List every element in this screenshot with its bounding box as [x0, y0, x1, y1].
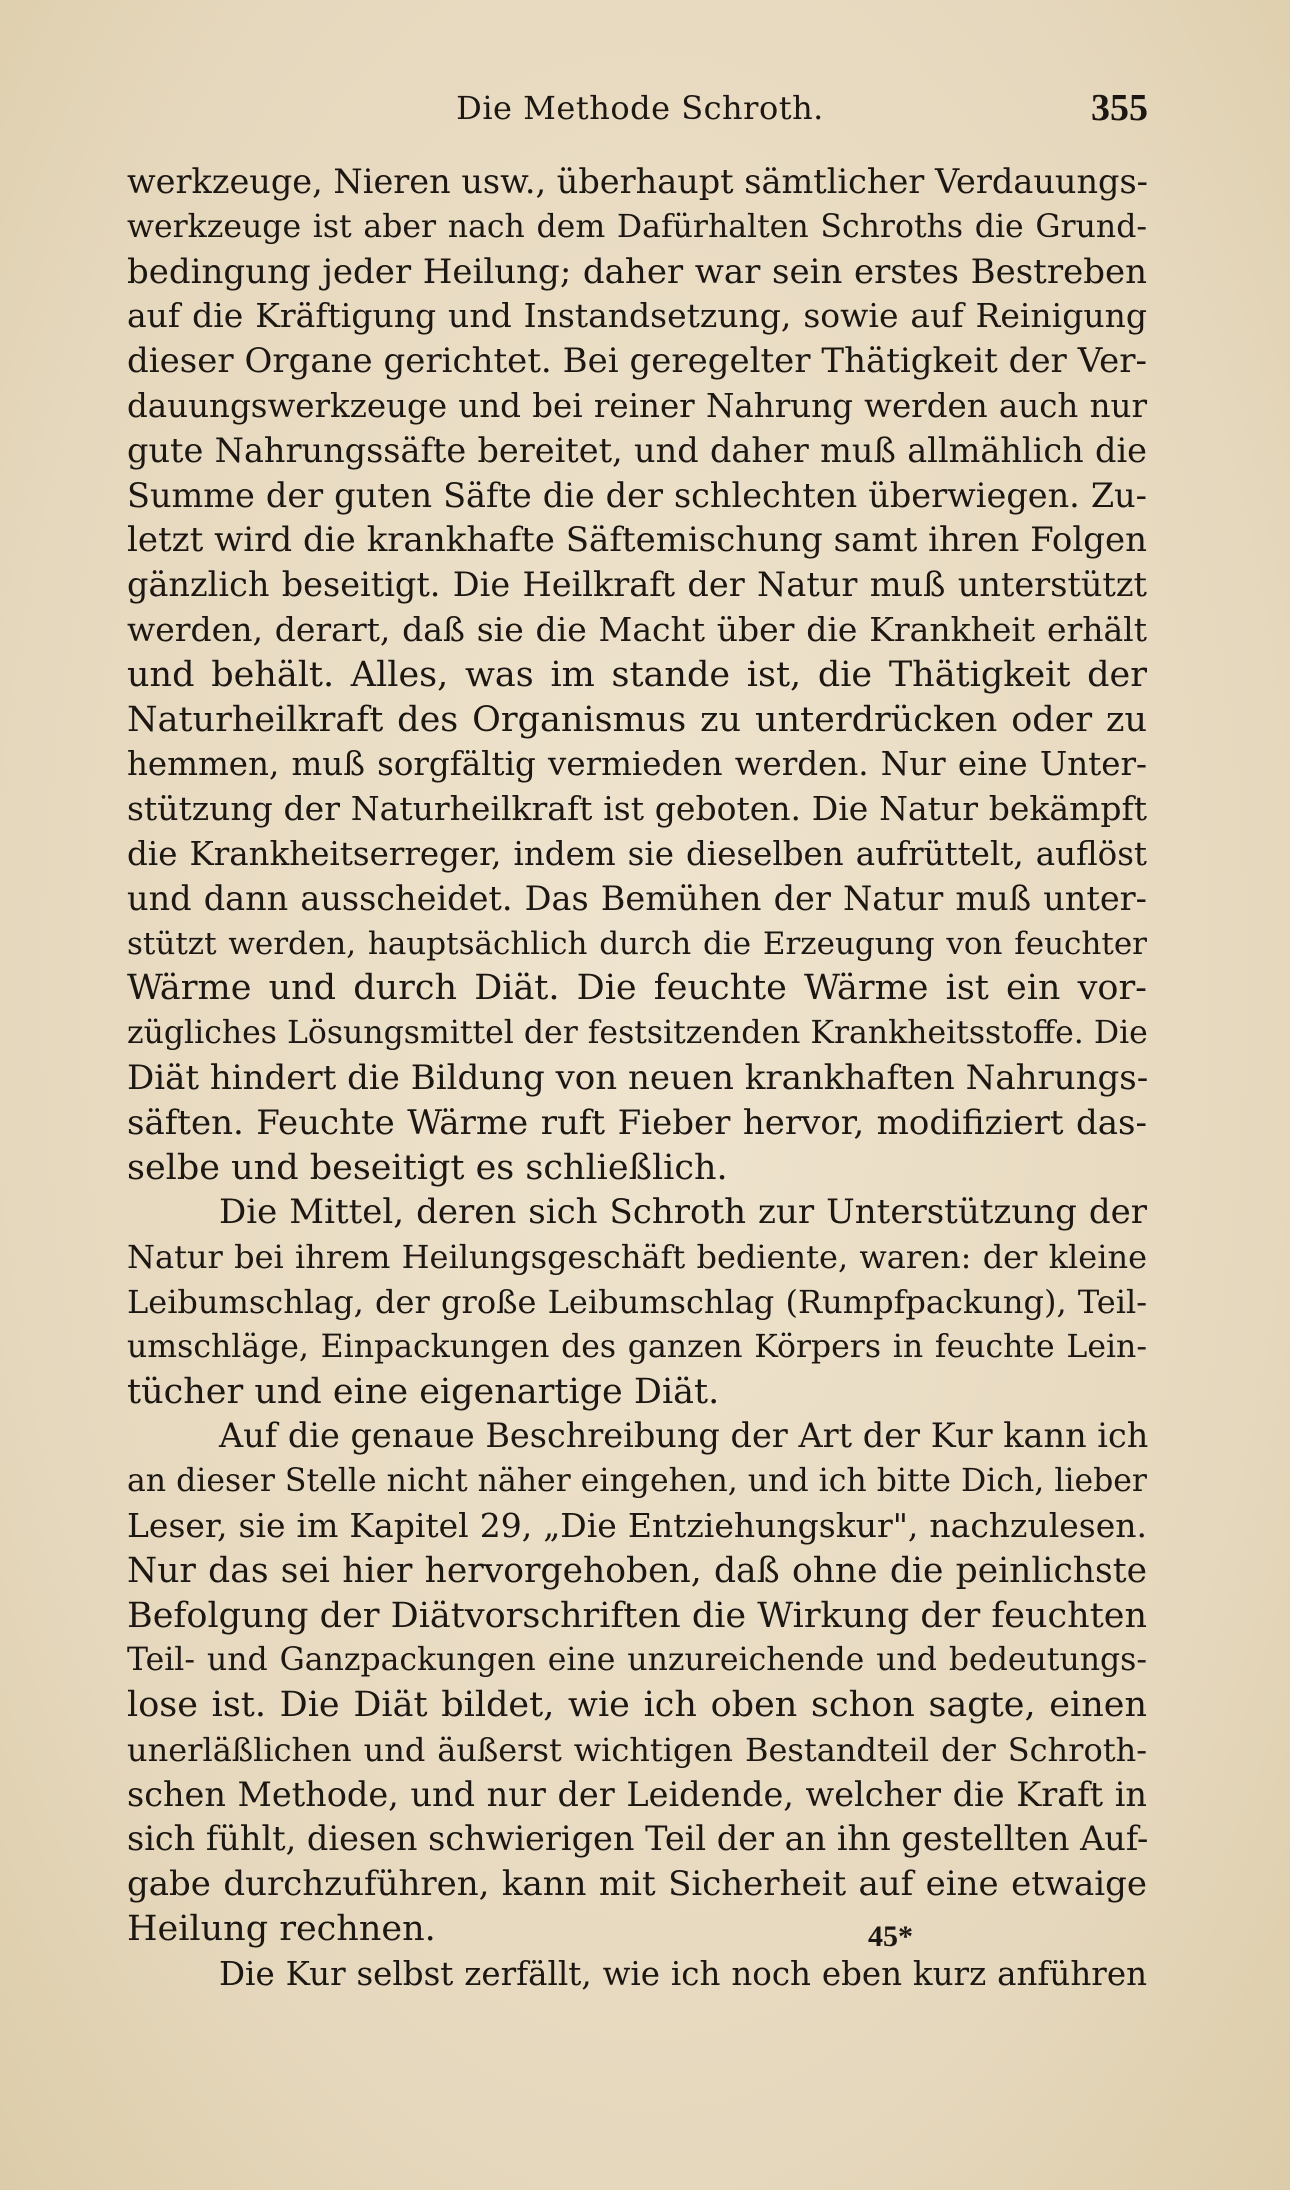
text-line: dieser Organe gerichtet. Bei geregelter Thätigkeit der Ver- — [127, 341, 1147, 382]
text-line: an dieser Stelle nicht näher eingehen, und ich bitte Dich, lieber — [127, 1463, 1147, 1500]
text-line: stützung der Naturheilkraft ist geboten. Die Natur bekämpft — [127, 789, 1147, 829]
text-line: zügliches Lösungsmittel der festsitzenden Krankheitsstoffe. Die — [127, 1015, 1148, 1052]
text-line: auf die Kräftigung und Instandsetzung, sowie auf Reinigung — [127, 296, 1147, 336]
text-line: dauungswerkzeuge und bei reiner Nahrung werden auch nur — [127, 386, 1147, 425]
text-line: umschläge, Einpackungen des ganzen Körpers in feuchte Lein- — [127, 1328, 1147, 1365]
text-line: Naturheilkraft des Organismus zu unterdrücken oder zu — [127, 699, 1147, 740]
running-head — [130, 86, 1150, 130]
text-line: gänzlich beseitigt. Die Heilkraft der Natur muß unterstützt — [127, 565, 1147, 605]
text-line: tücher und eine eigenartige Diät. — [127, 1371, 720, 1412]
text-line: hemmen, muß sorgfältig vermieden werden. Nur eine Unter- — [127, 745, 1147, 784]
text-line: Summe der guten Säfte die der schlechten überwiegen. Zu- — [127, 475, 1147, 515]
text-line: lose ist. Die Diät bildet, wie ich oben schon sagte, einen — [127, 1685, 1147, 1726]
text-line: Befolgung der Diätvorschriften die Wirkung der feuchten — [127, 1595, 1148, 1636]
text-line: Leibumschlag, der große Leibumschlag (Rumpfpackung), Teil- — [127, 1282, 1147, 1321]
text-line: Heilung rechnen. — [127, 1909, 436, 1950]
page-number: 355 — [1091, 87, 1148, 129]
text-line: und dann ausscheidet. Das Bemühen der Natur muß unter- — [127, 878, 1147, 918]
text-line: selbe und beseitigt es schließlich. — [127, 1147, 728, 1188]
text-line: letzt wird die krankhafte Säftemischung samt ihren Folgen — [127, 520, 1147, 561]
text-line: werkzeuge, Nieren usw., überhaupt sämtlicher Verdauungs- — [127, 162, 1148, 201]
text-line: Leser, sie im Kapitel 29, „Die Entziehungskur", nachzulesen. — [127, 1505, 1147, 1545]
text-line: gute Nahrungssäfte bereitet, und daher muß allmählich die — [127, 430, 1147, 470]
text-line: gabe durchzuführen, kann mit Sicherheit auf eine etwaige — [127, 1864, 1147, 1905]
text-line: unerläßlichen und äußerst wichtigen Bestandteil der Schroth- — [127, 1730, 1147, 1769]
text-line: Auf die genaue Beschreibung der Art der Kur kann ich — [219, 1416, 1149, 1456]
text-line: sich fühlt, diesen schwierigen Teil der an ihn gestellten Auf- — [127, 1819, 1149, 1859]
text-line: werden, derart, daß sie die Macht über die Krankheit erhält — [127, 609, 1147, 649]
running-title: Die Methode Schroth. — [456, 89, 824, 127]
text-line: Die Kur selbst zerfällt, wie ich noch eben kurz anführen — [219, 1954, 1147, 1993]
text-line: Wärme und durch Diät. Die feuchte Wärme ist ein vor- — [127, 968, 1147, 1009]
text-line: die Krankheitserreger, indem sie dieselben aufrüttelt, auflöst — [127, 834, 1147, 873]
text-line: Diät hindert die Bildung von neuen krankhaften Nahrungs- — [127, 1057, 1149, 1098]
text-line: Die Mittel, deren sich Schroth zur Unterstützung der — [219, 1192, 1147, 1233]
signature-mark: 45* — [868, 1920, 913, 1953]
text-line: stützt werden, hauptsächlich durch die Erzeugung von feuchter — [127, 925, 1147, 962]
body-text — [127, 160, 1147, 1997]
text-line: schen Methode, und nur der Leidende, welcher die Kraft in — [127, 1774, 1147, 1814]
text-line: Nur das sei hier hervorgehoben, daß ohne die peinlichste — [127, 1550, 1147, 1591]
text-line: bedingung jeder Heilung; daher war sein erstes Bestreben — [127, 251, 1147, 292]
text-line: und behält. Alles, was im stande ist, die Thätigkeit der — [127, 654, 1147, 695]
text-line: werkzeuge ist aber nach dem Dafürhalten Schroths die Grund- — [127, 208, 1147, 245]
text-line: säften. Feuchte Wärme ruft Fieber hervor, modifiziert das- — [127, 1102, 1147, 1143]
text-line: Natur bei ihrem Heilungsgeschäft bediente, waren: der kleine — [127, 1238, 1147, 1277]
text-line: Teil- und Ganzpackungen eine unzureichende und bedeutungs- — [127, 1642, 1147, 1679]
